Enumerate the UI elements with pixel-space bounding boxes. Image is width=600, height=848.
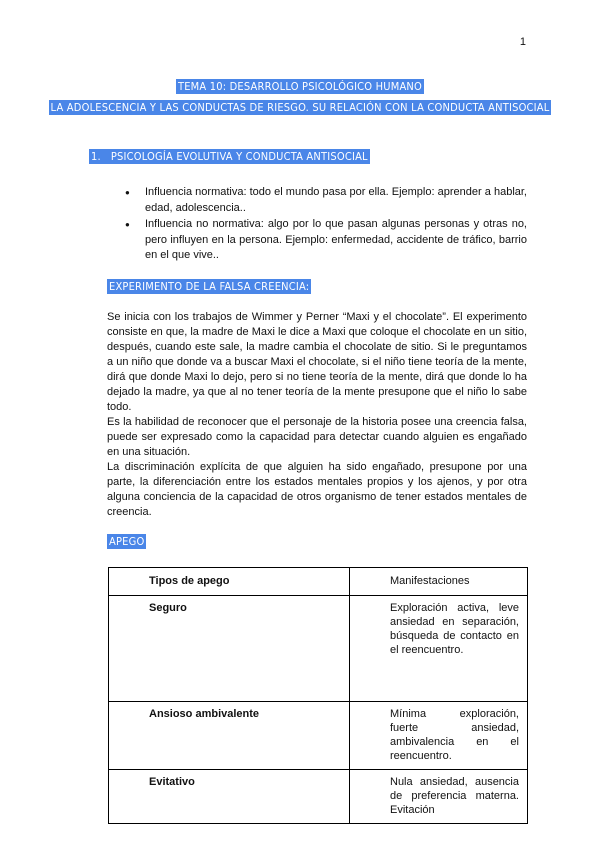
table-header-cell: Manifestaciones — [350, 568, 528, 596]
attachment-types-table — [108, 567, 528, 824]
table-cell: Seguro — [109, 596, 350, 702]
table-row — [109, 596, 528, 702]
title-line2-text: LA ADOLESCENCIA Y LAS CONDUCTAS DE RIESGO. SU RELACIÓN CON LA CONDUCTA ANTISOCIAL — [50, 101, 550, 114]
page-number: 1 — [519, 36, 526, 48]
bullet-item: ● Influencia no normativa: algo por lo que pasan algunas personas y otras no, pero influyen en la persona. Ejemplo: enfermedad, accidente de tráfico, barrio en el que vive.. — [125, 217, 527, 264]
table-header-cell: Tipos de apego — [109, 568, 350, 596]
document-title-line2 — [0, 98, 600, 116]
experiment-heading-text: EXPERIMENTO DE LA FALSA CREENCIA: — [109, 280, 310, 293]
table-cell: Evitativo — [109, 770, 350, 824]
document-title-line1 — [0, 77, 600, 95]
experiment-body — [107, 310, 527, 520]
table-header-row — [109, 568, 528, 596]
experiment-heading — [107, 277, 311, 295]
apego-heading — [107, 532, 146, 550]
title-line1-text: TEMA 10: DESARROLLO PSICOLÓGICO HUMANO — [177, 80, 423, 93]
body-paragraph: Es la habilidad de reconocer que el personaje de la historia posee una creencia falsa, puede ser expresado como la capacidad para detectar cuando alguien es engañado en una situación. — [107, 416, 527, 458]
table-row — [109, 702, 528, 770]
table-cell: Exploración activa, leve ansiedad en separación, búsqueda de contacto en el reencuentro. — [350, 596, 528, 702]
influence-bullet-list — [125, 185, 527, 265]
section-heading-1-text: 1. PSICOLOGÍA EVOLUTIVA Y CONDUCTA ANTISOCIAL — [91, 150, 368, 163]
section-heading-1 — [89, 147, 370, 165]
table-cell: Nula ansiedad, ausencia de preferencia materna. Evitación — [350, 770, 528, 824]
apego-heading-text: APEGO — [109, 535, 145, 548]
bullet-item: ● Influencia normativa: todo el mundo pasa por ella. Ejemplo: aprender a hablar, edad, adolescencia.. — [125, 185, 527, 216]
table-cell: Ansioso ambivalente — [109, 702, 350, 770]
table-row — [109, 770, 528, 824]
body-paragraph: La discriminación explícita de que alguien ha sido engañado, presupone por una parte, la diferenciación entre los estados mentales propios y los ajenos, y por otra alguna conciencia de la capacidad de otros organismo de tener estados mentales de creencia. — [107, 461, 527, 518]
table-cell: Mínima exploración, fuerte ansiedad, ambivalencia en el reencuentro. — [350, 702, 528, 770]
body-paragraph: Se inicia con los trabajos de Wimmer y Perner “Maxi y el chocolate”. El experimento consiste en que, la madre de Maxi le dice a Maxi que coloque el chocolate en un sitio, después, cuando este sale, la madre cambia el chocolate de sitio. Si le preguntamos a un niño que donde va a buscar Maxi el chocolate, si el niño tiene teoría de la mente, dirá que donde Maxi lo dejo, pero si no tiene teoría de la mente, dirá que donde lo ha dejado la madre, ya que al no tener teoría de la mente presupone que el niño lo sabe todo. — [107, 311, 527, 413]
